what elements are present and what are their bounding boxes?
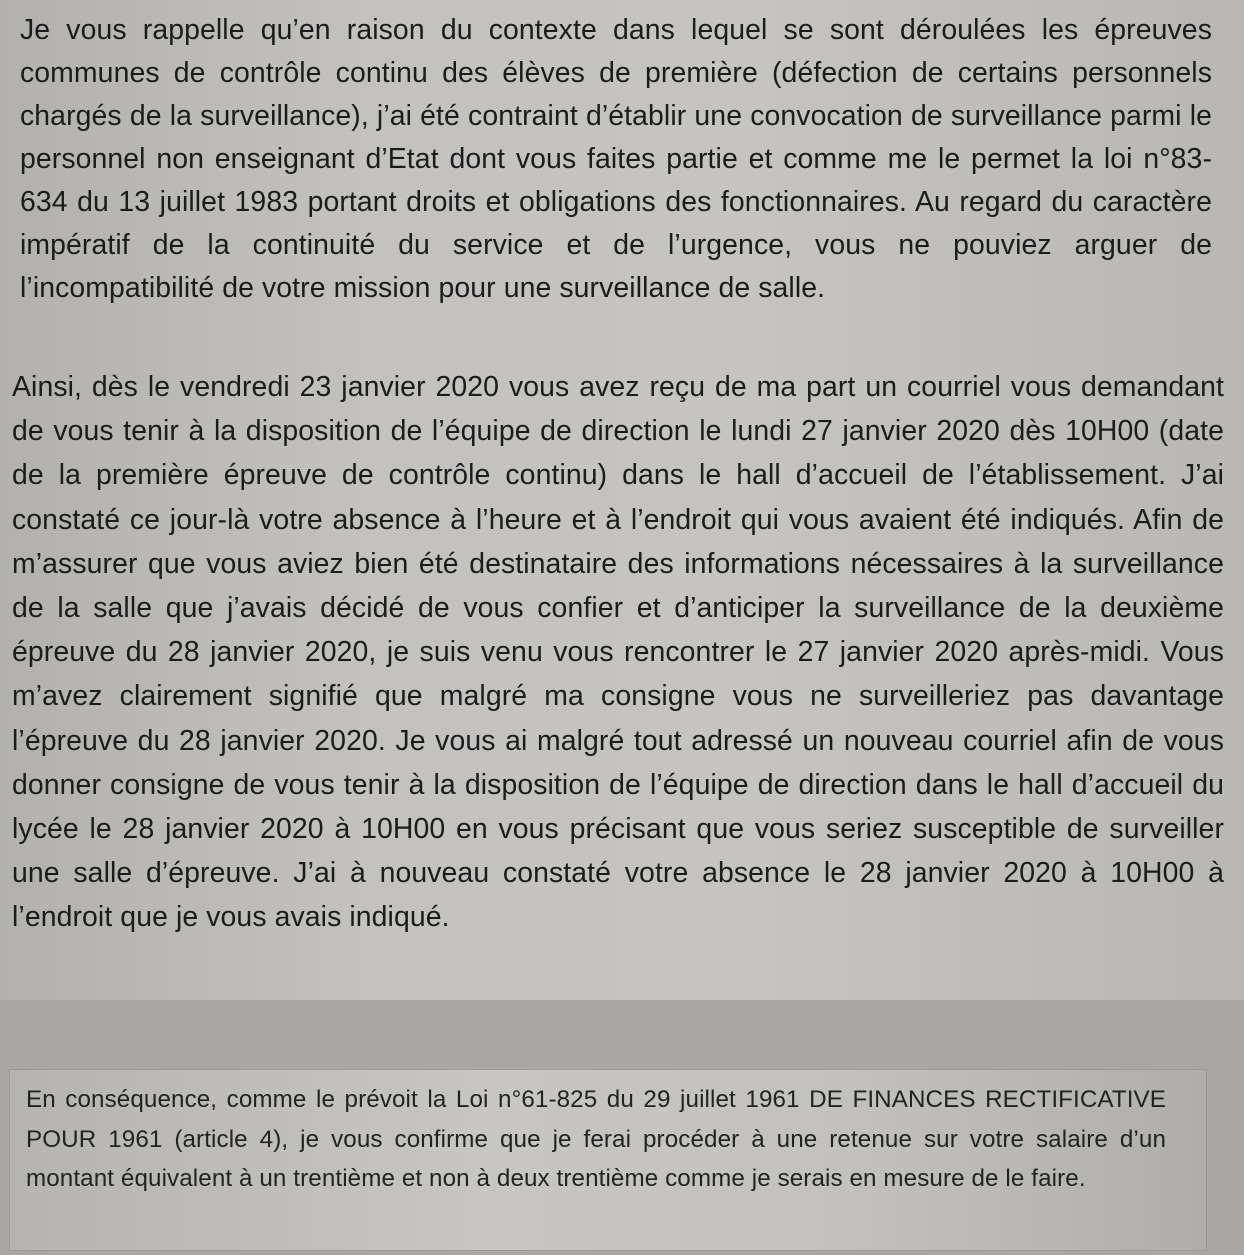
paragraph-absence-facts: Ainsi, dès le vendredi 23 janvier 2020 vous avez reçu de ma part un courriel vous demandant de vous tenir à la disposition de l’équipe de direction le lundi 27 janvier 2020 dès 10H00 (date de la première épreuve de contrôle continu) dans le hall d’accueil de l’établissement. J’ai constaté ce jour-là votre absence à l’heure et à l’endroit qui vous avaient été indiqués. Afin de m’assurer que vous aviez bien été destinataire des informations nécessaires à la surveillance de la salle que j’avais décidé de vous confier et d’anticiper la surveillance de la deuxième épreuve du 28 janvier 2020, je suis venu vous rencontrer le 27 janvier 2020 après-midi. Vous m’avez clairement signifié que malgré ma consigne vous ne surveilleriez pas davantage l’épreuve du 28 janvier 2020. Je vous ai malgré tout adressé un nouveau courriel afin de vous donner consigne de vous tenir à la disposition de l’équipe de direction dans le hall d’accueil du lycée le 28 janvier 2020 à 10H00 en vous précisant que vous seriez susceptible de surveiller une salle d’épreuve. J’ai à nouveau constaté votre absence le 28 janvier 2020 à 10H00 à l’endroit que je vous avais indiqué.: [12, 371, 1224, 934]
paragraph-salary-deduction: En conséquence, comme le prévoit la Loi n°61-825 du 29 juillet 1961 DE FINANCES RECTIFICATIVE POUR 1961 (article 4), je vous confirme que je ferai procéder à une retenue sur votre salaire d’un montant équivalent à un trentième et non à deux trentième comme je serais en mesure de le faire.: [26, 1086, 1166, 1192]
paragraph-convocation-context: Je vous rappelle qu’en raison du contexte dans lequel se sont déroulées les épreuves communes de contrôle continu des élèves de première (défection de certains personnels chargés de la surveillance), j’ai été contraint d’établir une convocation de surveillance parmi le personnel non enseignant d’Etat dont vous faites partie et comme me le permet la loi n°83-634 du 13 juillet 1983 portant droits et obligations des fonctionnaires. Au regard du caractère impératif de la continuité du service et de l’urgence, vous ne pouviez arguer de l’incompatibilité de votre mission pour une surveillance de salle.: [20, 14, 1212, 304]
